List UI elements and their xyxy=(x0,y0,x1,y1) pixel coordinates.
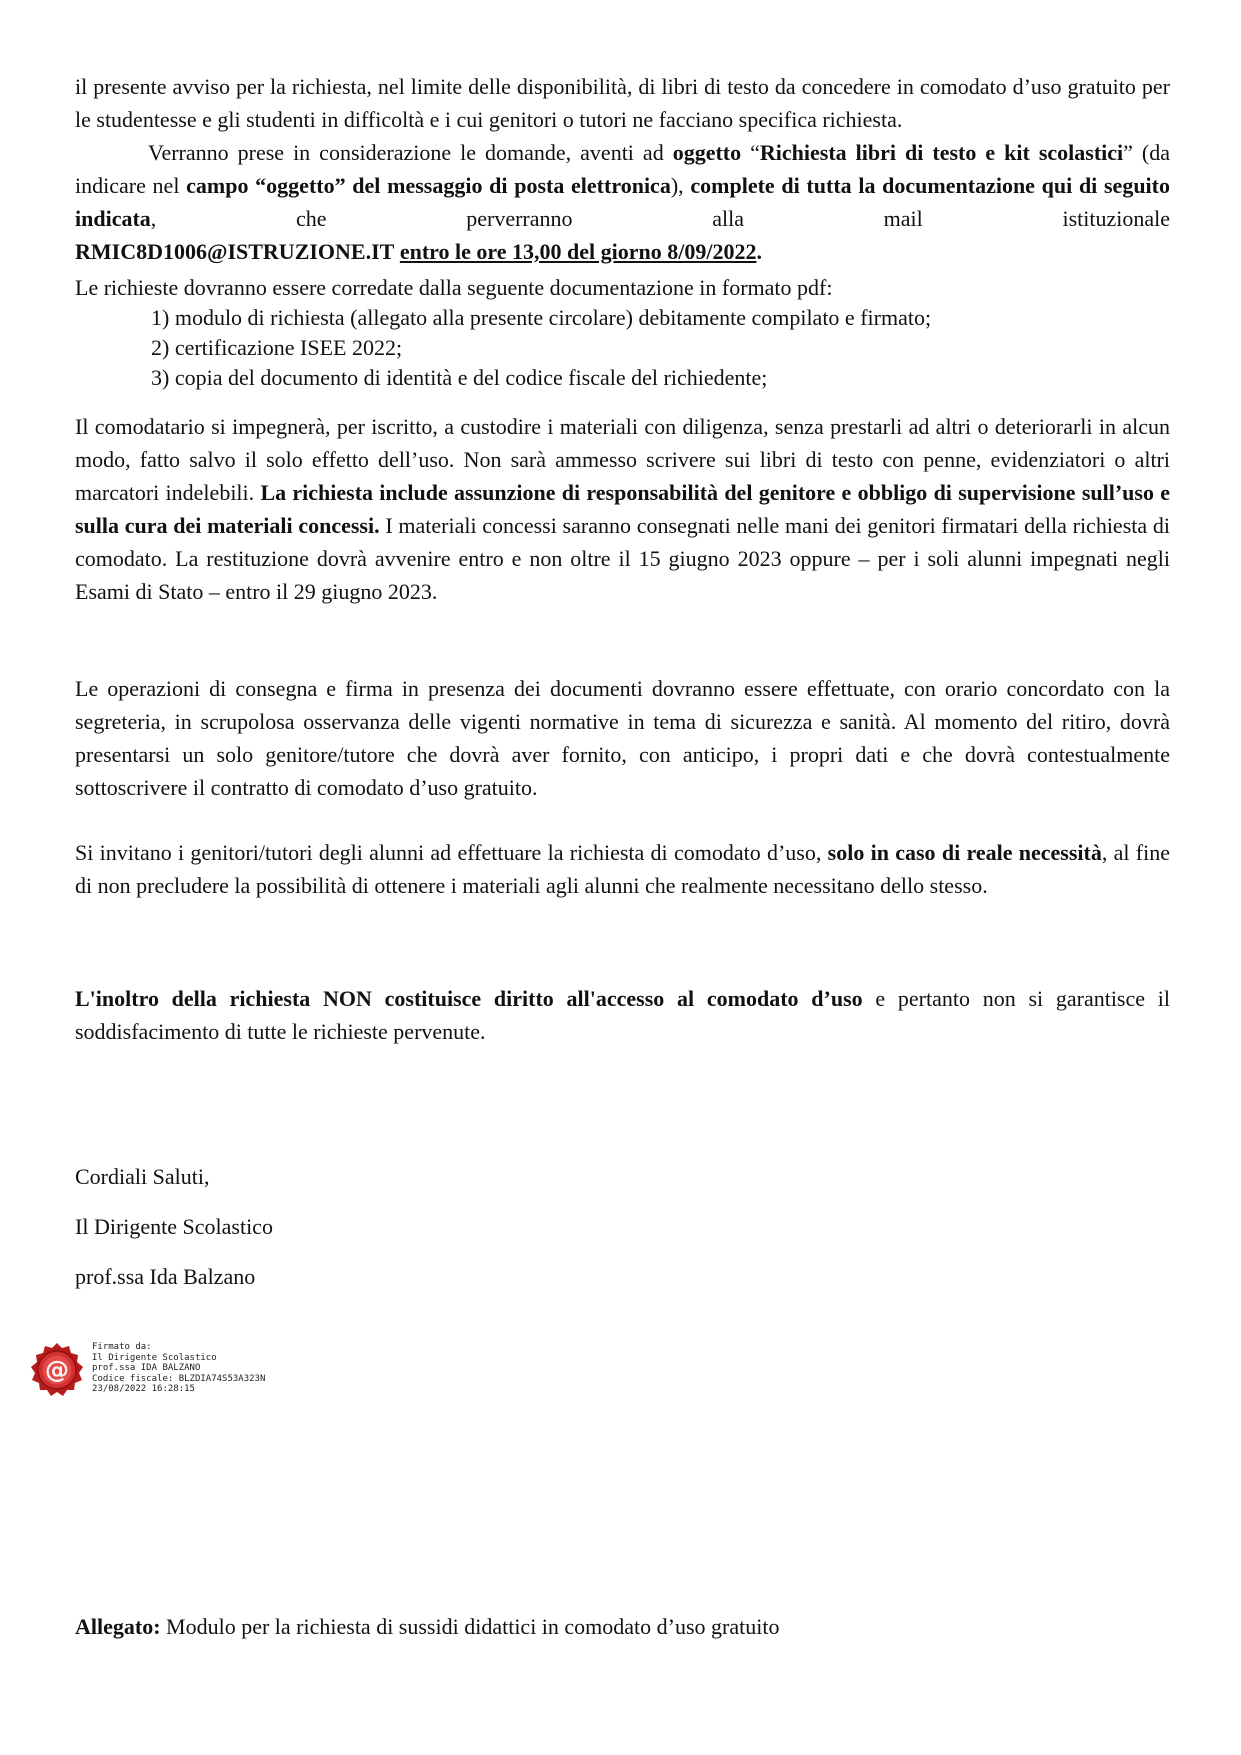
attachment-label: Allegato: xyxy=(75,1614,161,1639)
request-object-label: oggetto xyxy=(672,140,742,165)
attachment-note xyxy=(75,1612,780,1642)
documentation-list xyxy=(151,303,931,393)
signature-line: prof.ssa IDA BALZANO xyxy=(92,1363,201,1373)
disclaimer-text: e pertanto non si garantisce il soddisfacimento di tutte le richieste pervenute. xyxy=(75,986,1170,1044)
svg-text:@: @ xyxy=(45,1356,69,1384)
disclaimer-paragraph xyxy=(75,982,1170,1048)
request-paragraph xyxy=(75,136,1170,268)
request-paragraph-main xyxy=(75,136,1170,235)
request-email-field-note: campo “oggetto” del messaggio di posta elettronica xyxy=(186,173,671,198)
request-paragraph-last-line xyxy=(75,235,1170,268)
request-text-2: “ xyxy=(741,140,760,165)
intro-text: il presente avviso per la richiesta, nel limite delle disponibilità, di libri di testo da concedere in comodato d’uso gratuito per le studentesse e gli studenti in difficoltà e i cui genitori o tutori ne facciano specifica richiesta. xyxy=(75,74,1170,132)
signature-line: 23/08/2022 16:28:15 xyxy=(92,1384,195,1394)
invitation-paragraph xyxy=(75,836,1170,902)
list-item: 1) modulo di richiesta (allegato alla presente circolare) debitamente compilato e firmato; xyxy=(151,305,932,330)
closing-greeting: Cordiali Saluti, xyxy=(75,1164,210,1189)
wax-seal-icon xyxy=(27,1340,87,1400)
deadline: entro le ore 13,00 del giorno 8/09/2022 xyxy=(399,239,757,264)
obligations-text-2: I materiali concessi saranno consegnati nelle mani dei genitori firmatari della richiesta di comodato. La restituzione dovrà avvenire entro e non oltre il 15 giugno 2023 oppure – per i soli alunni impegnati negli Esami di Stato – entro il 29 giugno 2023. xyxy=(75,513,1170,604)
intro-paragraph xyxy=(75,70,1170,136)
attachment-text: Modulo per la richiesta di sussidi didattici in comodato d’uso gratuito xyxy=(160,1614,780,1639)
request-object-title: Richiesta libri di testo e kit scolastici xyxy=(759,140,1124,165)
delivery-text: Le operazioni di consegna e firma in presenza dei documenti dovranno essere effettuate, con orario concordato con la segreteria, in scrupolosa osservanza delle vigenti normative in tema di sicurezza e sanità. Al momento del ritiro, dovrà presentarsi un solo genitore/tutore che dovrà aver fornito, con anticipo, i propri dati e che dovrà contestualmente sottoscrivere il contratto di comodato d’uso gratuito. xyxy=(75,676,1170,800)
delivery-paragraph xyxy=(75,672,1170,804)
real-need-note: solo in caso di reale necessità xyxy=(827,840,1102,865)
request-text-5: , che perverranno alla mail istituzionale xyxy=(150,206,1170,231)
list-item: 3) copia del documento di identità e del codice fiscale del richiedente; xyxy=(151,365,768,390)
request-text-7: . xyxy=(756,239,762,264)
request-text-3: ” (da indicare nel xyxy=(75,140,1171,198)
invitation-text-1: Si invitano i genitori/tutori degli alunni ad effettuare la richiesta di comodato d’uso, xyxy=(75,840,828,865)
signature-line: Firmato da: xyxy=(92,1342,152,1352)
signatory-role: Il Dirigente Scolastico xyxy=(75,1214,273,1239)
documentation-intro: Le richieste dovranno essere corredate dalla seguente documentazione in formato pdf: xyxy=(75,275,833,300)
request-text-4: ), xyxy=(670,173,691,198)
obligations-text-1: Il comodatario si impegnerà, per iscritto, a custodire i materiali con diligenza, senza prestarli ad altri o deteriorarli in alcun modo, fatto salvo il solo effetto dell’uso. Non sarà ammesso scrivere sui libri di testo con penne, evidenziatori o altri marcatori indelebili. xyxy=(75,414,1170,505)
digital-signature-stamp xyxy=(92,1342,265,1395)
request-text-1: Verranno prese in considerazione le domande, aventi ad xyxy=(148,140,673,165)
borrower-obligations-paragraph xyxy=(75,410,1170,608)
signature-line: Il Dirigente Scolastico xyxy=(92,1352,217,1363)
institutional-email: RMIC8D1006@ISTRUZIONE.IT xyxy=(75,239,395,264)
request-documentation-note: complete di tutta la documentazione qui di seguito indicata xyxy=(75,173,1170,231)
signatory-name: prof.ssa Ida Balzano xyxy=(75,1264,256,1289)
signature-line: Codice fiscale: BLZDIA74S53A323N xyxy=(92,1373,266,1384)
responsibility-statement: La richiesta include assunzione di responsabilità del genitore e obbligo di supervisione sull’uso e sulla cura dei materiali concessi. xyxy=(75,480,1171,538)
no-right-statement: L'inoltro della richiesta NON costituisce diritto all'accesso al comodato d’uso xyxy=(75,986,863,1011)
invitation-text-2: , al fine di non precludere la possibilità di ottenere i materiali agli alunni che realmente necessitano dello stesso. xyxy=(75,840,1170,898)
list-item: 2) certificazione ISEE 2022; xyxy=(151,335,403,360)
